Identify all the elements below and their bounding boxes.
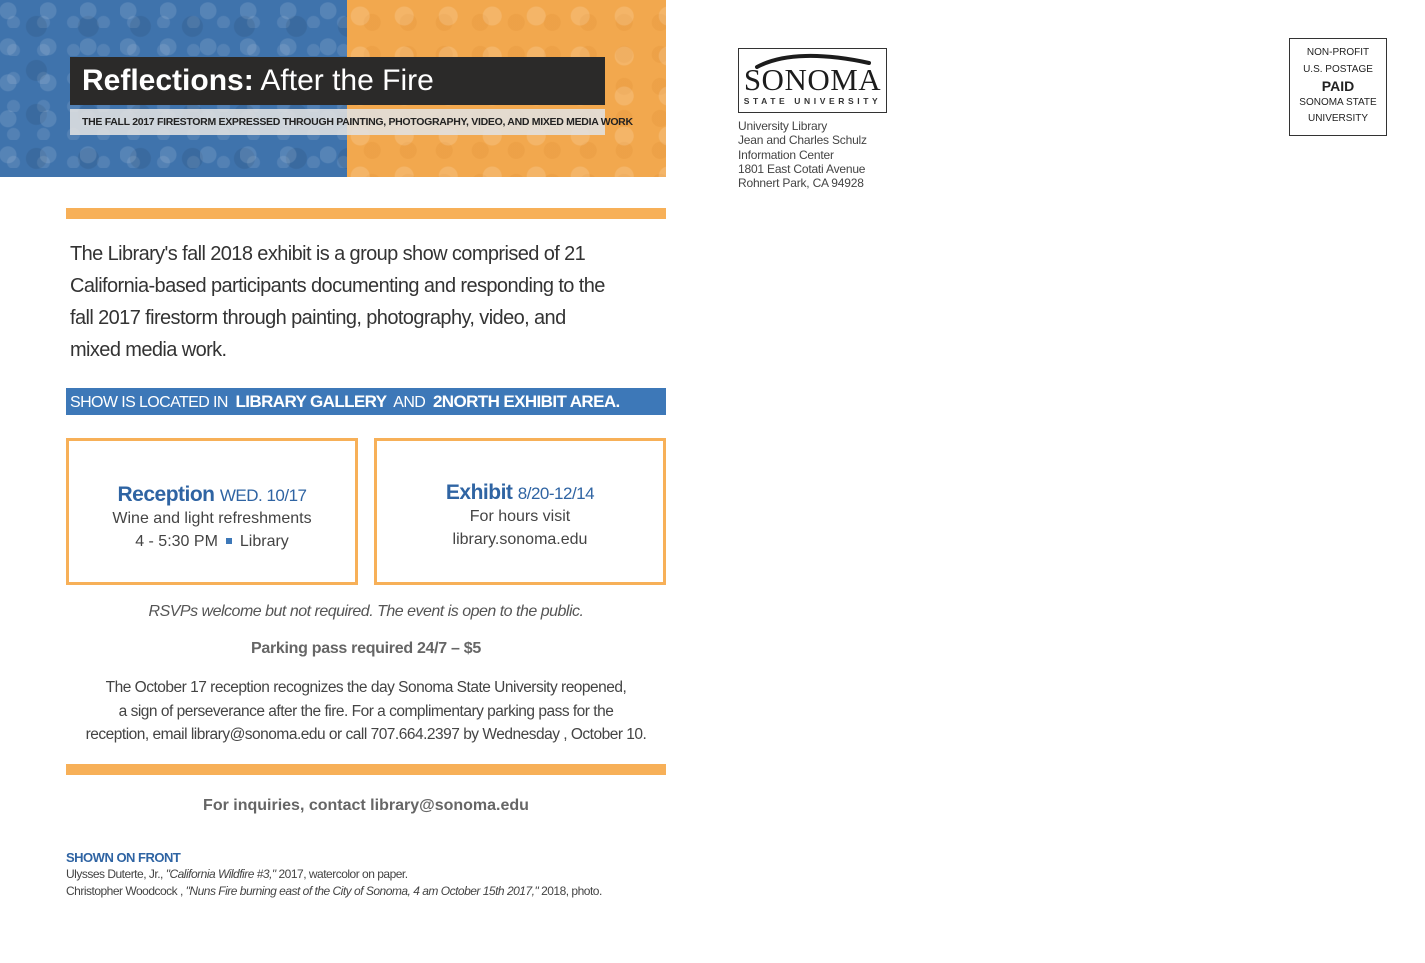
credit-details: 2017, watercolor on paper. xyxy=(275,867,408,881)
reception-note-line: reception, email library@sonoma.edu or call 707.664.2397 by Wednesday , October 10. xyxy=(85,726,647,743)
logo-wordmark: SONOMA xyxy=(743,62,882,97)
divider-top xyxy=(66,208,666,219)
location-2north: 2NORTH EXHIBIT AREA. xyxy=(432,392,620,411)
location-bar xyxy=(66,388,666,415)
return-address xyxy=(738,119,867,190)
postage-indicia xyxy=(1289,38,1387,136)
credit-line xyxy=(66,883,686,900)
location-prefix: SHOW IS LOCATED IN xyxy=(70,394,228,411)
stamp-line: NON-PROFIT xyxy=(1306,47,1370,58)
reception-note xyxy=(66,676,666,747)
intro-line: California-based participants documenting and responding to the xyxy=(70,275,605,297)
logo-swoosh-icon xyxy=(753,53,873,69)
logo-subtext: STATE UNIVERSITY xyxy=(743,96,882,106)
stamp-line: SONOMA STATE xyxy=(1299,96,1377,108)
intro-line: The Library's fall 2018 exhibit is a group show comprised of 21 xyxy=(70,243,586,265)
address-line: Jean and Charles Schulz xyxy=(738,133,867,148)
parking-note: Parking pass required 24/7 – $5 xyxy=(251,640,481,657)
location-joiner: AND xyxy=(393,394,426,411)
divider-bottom xyxy=(66,764,666,775)
stamp-paid: PAID xyxy=(1321,78,1355,94)
address-line: Information Center xyxy=(738,147,834,162)
reception-card xyxy=(66,438,358,585)
reception-title: Reception xyxy=(117,483,215,506)
reception-refreshments: Wine and light refreshments xyxy=(112,510,312,527)
reception-time-place xyxy=(69,530,355,553)
subtitle: THE FALL 2017 FIRESTORM EXPRESSED THROUGH PAINTING, PHOTOGRAPHY, VIDEO, AND MIXED MEDIA WORK xyxy=(70,109,605,135)
address-line: University Library xyxy=(738,119,828,133)
intro-paragraph xyxy=(70,238,660,366)
credits-heading: SHOWN ON FRONT xyxy=(66,850,181,865)
exhibit-heading xyxy=(377,481,663,505)
exhibit-card xyxy=(374,438,666,585)
address-line: 1801 East Cotati Avenue xyxy=(738,161,866,176)
location-gallery: LIBRARY GALLERY xyxy=(235,392,387,411)
reception-place: Library xyxy=(239,533,289,550)
title-rest: After the Fire xyxy=(260,64,434,97)
credit-line xyxy=(66,866,686,883)
credit-details: 2018, photo. xyxy=(538,884,602,898)
reception-date: WED. 10/17 xyxy=(219,486,307,505)
title-bold: Reflections: xyxy=(82,64,254,97)
reception-time: 4 - 5:30 PM xyxy=(135,533,218,550)
credit-artist: Christopher Woodcock , xyxy=(66,884,186,898)
stamp-line: U.S. POSTAGE xyxy=(1303,63,1373,75)
reception-note-line: The October 17 reception recognizes the day Sonoma State University reopened, xyxy=(105,679,627,696)
reception-heading xyxy=(69,483,355,507)
intro-line: fall 2017 firestorm through painting, photography, video, and xyxy=(70,307,566,329)
credit-artist: Ulysses Duterte, Jr., xyxy=(66,867,166,881)
exhibit-title: Exhibit xyxy=(445,481,513,504)
bullet-icon xyxy=(226,538,232,544)
exhibit-hours-label: For hours visit xyxy=(469,508,571,525)
credits xyxy=(66,849,686,900)
address-line: Rohnert Park, CA 94928 xyxy=(738,176,864,191)
sonoma-state-logo xyxy=(738,48,887,113)
page-title xyxy=(70,57,605,105)
reception-note-line: a sign of perseverance after the fire. For a complimentary parking pass for the xyxy=(118,702,614,720)
intro-line: mixed media work. xyxy=(70,339,227,361)
credit-title: "California Wildfire #3," xyxy=(165,867,276,881)
exhibit-dates: 8/20-12/14 xyxy=(517,484,595,503)
exhibit-website-link[interactable]: library.sonoma.edu xyxy=(452,531,588,548)
stamp-line: UNIVERSITY xyxy=(1307,113,1368,124)
inquiries-contact: For inquiries, contact library@sonoma.edu xyxy=(203,797,529,814)
rsvp-note: RSVPs welcome but not required. The event is open to the public. xyxy=(148,603,584,620)
credit-title: "Nuns Fire burning east of the City of Sonoma, 4 am October 15th 2017," xyxy=(185,884,539,898)
